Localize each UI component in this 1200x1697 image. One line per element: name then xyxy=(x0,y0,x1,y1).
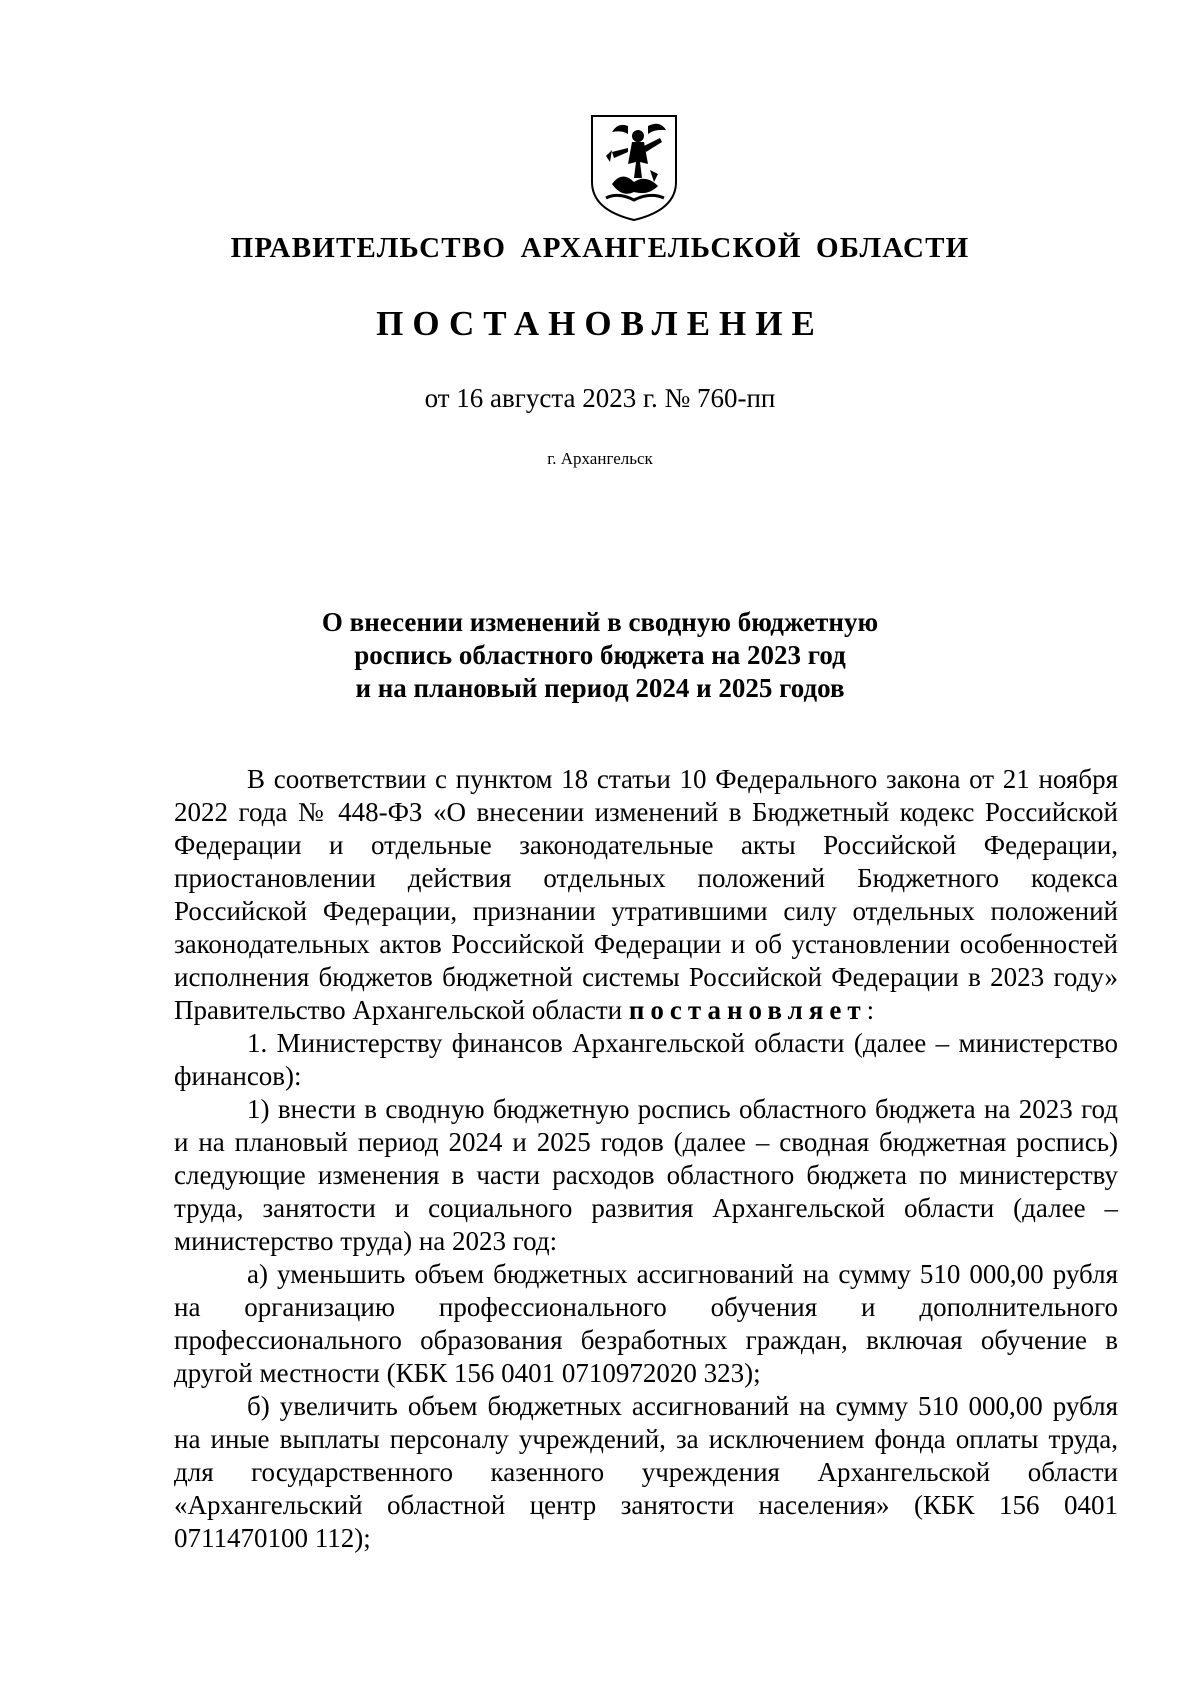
paragraph-item-a: а) уменьшить объем бюджетных ассигнований на сумму 510 000,00 рубля на организацию профессионального обучения и дополнительного профессионального образования безработных граждан, включая обучение в другой местности (КБК 156 0401 0710972020 323); xyxy=(174,1259,1118,1388)
government-name: ПРАВИТЕЛЬСТВО АРХАНГЕЛЬСКОЙ ОБЛАСТИ xyxy=(230,232,970,264)
paragraph-item-b: б) увеличить объем бюджетных ассигнований на сумму 510 000,00 рубля на иные выплаты персоналу учреждений, за исключением фонда оплаты труда, для государственного казенного учреждения Архангельской области «Архангельский областной центр занятости населения» (КБК 156 0401 0711470100 112); xyxy=(174,1391,1118,1553)
document-title xyxy=(0,606,1200,705)
resolution-keyword: постановляет xyxy=(628,995,867,1025)
paragraph-item-1-1: 1) внести в сводную бюджетную роспись областного бюджета на 2023 год и на плановый период 2024 и 2025 годов (далее – сводная бюджетная роспись) следующие изменения в части расходов областного бюджета по министерству труда, занятости и социального развития Архангельской области (далее – министерство труда) на 2023 год: xyxy=(174,1094,1118,1256)
intro-paragraph xyxy=(174,763,1118,1027)
document-body xyxy=(174,763,1118,1555)
document-type: ПОСТАНОВЛЕНИЕ xyxy=(376,304,824,343)
paragraph-item-1: 1. Министерству финансов Архангельской области (далее – министерство финансов): xyxy=(174,1028,1118,1091)
title-line-3: и на плановый период 2024 и 2025 годов xyxy=(355,673,845,703)
intro-end: : xyxy=(866,995,875,1025)
intro-text: В соответствии с пунктом 18 статьи 10 Федерального закона от 21 ноября 2022 года № 448-ФЗ «О внесении изменений в Бюджетный кодекс Российской Федерации и отдельные законодательные акты Российской Федерации, приостановлении действия отдельных положений Бюджетного кодекса Российской Федерации, признании утратившими силу отдельных положений законодательных актов Российской Федерации и об установлении особенностей исполнения бюджетов бюджетной системы Российской Федерации в 2023 году» Правительство Архангельской области xyxy=(174,764,1118,1025)
document-city: г. Архангельск xyxy=(547,449,653,468)
title-line-1: О внесении изменений в сводную бюджетную xyxy=(321,607,879,637)
title-line-2: роспись областного бюджета на 2023 год xyxy=(354,640,846,670)
coat-of-arms-icon xyxy=(588,112,680,224)
document-date-number: от 16 августа 2023 г. № 760-пп xyxy=(424,383,776,413)
